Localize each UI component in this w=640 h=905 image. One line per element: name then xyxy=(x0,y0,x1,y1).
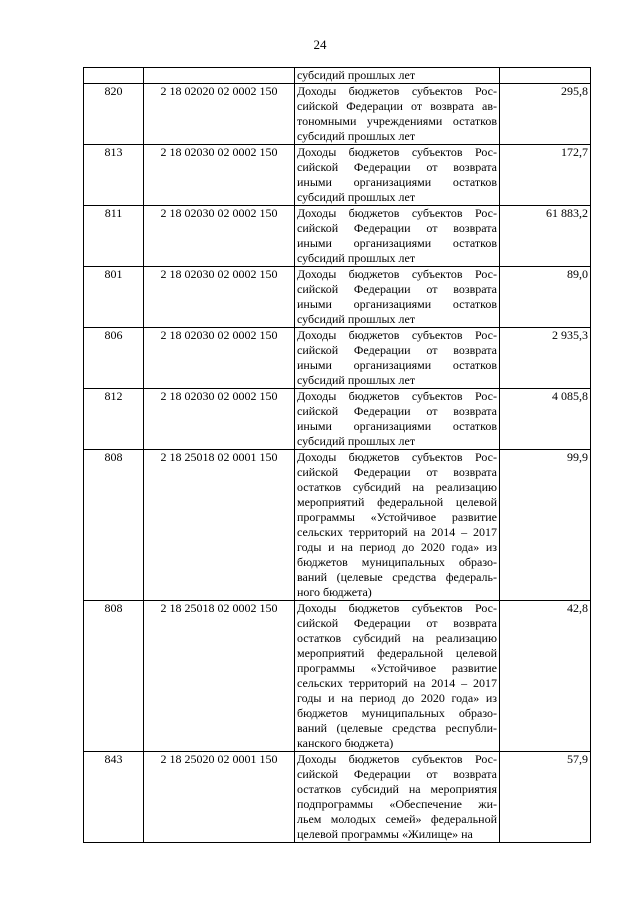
revenue-name-line: сийской Федерации от возврата xyxy=(297,465,497,479)
revenue-name-line: годы и на период до 2020 года» из xyxy=(297,691,497,705)
revenue-name-line: бюджетов муниципальных образо- xyxy=(297,555,497,569)
revenue-name-cell xyxy=(295,389,500,450)
revenue-name-line: остатков субсидий на мероприятия xyxy=(297,782,497,796)
revenue-name-line: Доходы бюджетов субъектов Рос- xyxy=(297,145,497,159)
revenue-name-cell xyxy=(295,601,500,752)
admin-code-cell: 806 xyxy=(84,328,144,389)
revenue-name-line: иными организациями остатков xyxy=(297,419,497,433)
admin-code-cell: 811 xyxy=(84,206,144,267)
budget-classification-code-cell: 2 18 02030 02 0002 150 xyxy=(144,267,295,328)
table-row xyxy=(84,450,591,601)
budget-classification-code-cell: 2 18 02030 02 0002 150 xyxy=(144,389,295,450)
revenue-name-line: иными организациями остатков xyxy=(297,358,497,372)
revenue-name-line: субсидий прошлых лет xyxy=(297,434,416,448)
revenue-name-line: ного бюджета) xyxy=(297,585,372,599)
revenue-name-line: сийской Федерации от возврата xyxy=(297,221,497,235)
revenue-name-line: ваний (целевые средства республи- xyxy=(297,721,497,735)
budget-classification-code-cell: 2 18 02030 02 0002 150 xyxy=(144,328,295,389)
revenue-name-line: Доходы бюджетов субъектов Рос- xyxy=(297,206,497,220)
budget-classification-code-cell: 2 18 25018 02 0002 150 xyxy=(144,601,295,752)
amount-cell: 2 935,3 xyxy=(500,328,591,389)
revenue-name-cell xyxy=(295,145,500,206)
revenue-name-line: сийской Федерации от возврата xyxy=(297,282,497,296)
revenue-name-line: Доходы бюджетов субъектов Рос- xyxy=(297,601,497,615)
page-number: 24 xyxy=(313,37,327,52)
revenue-name-line: Доходы бюджетов субъектов Рос- xyxy=(297,328,497,342)
budget-classification-code-cell: 2 18 25020 02 0001 150 xyxy=(144,752,295,843)
admin-code-cell: 812 xyxy=(84,389,144,450)
table-row xyxy=(84,752,591,843)
revenue-name-line: иными организациями остатков xyxy=(297,236,497,250)
revenue-name-line: субсидий прошлых лет xyxy=(297,373,416,387)
admin-code-cell: 843 xyxy=(84,752,144,843)
revenue-name-line: бюджетов муниципальных образо- xyxy=(297,706,497,720)
budget-classification-code-cell: 2 18 02030 02 0002 150 xyxy=(144,145,295,206)
table-row xyxy=(84,389,591,450)
revenue-name-line: остатков субсидий на реализацию xyxy=(297,480,497,494)
revenue-name-line: иными организациями остатков xyxy=(297,175,497,189)
revenue-name-line: тономными учреждениями остатков xyxy=(297,114,497,128)
revenue-name-line: сельских территорий на 2014 – 2017 xyxy=(297,676,497,690)
revenue-name-cell xyxy=(295,206,500,267)
revenue-name-line: льем молодых семей» федеральной xyxy=(297,812,497,826)
budget-classification-code-cell: 2 18 25018 02 0001 150 xyxy=(144,450,295,601)
amount-cell: 42,8 xyxy=(500,601,591,752)
revenue-name-line: Доходы бюджетов субъектов Рос- xyxy=(297,84,497,98)
table-row xyxy=(84,145,591,206)
revenue-name-cell xyxy=(295,68,500,84)
revenue-name-line: сийской Федерации от возврата ав- xyxy=(297,99,497,113)
revenue-name-line: субсидий прошлых лет xyxy=(297,68,416,82)
amount-cell: 4 085,8 xyxy=(500,389,591,450)
admin-code-cell: 808 xyxy=(84,450,144,601)
amount-cell xyxy=(500,68,591,84)
revenue-name-line: годы и на период до 2020 года» из xyxy=(297,540,497,554)
revenue-name-line: подпрограммы «Обеспечение жи- xyxy=(297,797,497,811)
revenue-name-line: Доходы бюджетов субъектов Рос- xyxy=(297,450,497,464)
admin-code-cell: 820 xyxy=(84,84,144,145)
revenue-name-cell xyxy=(295,450,500,601)
table-row xyxy=(84,206,591,267)
revenue-name-line: сийской Федерации от возврата xyxy=(297,616,497,630)
revenue-name-line: сийской Федерации от возврата xyxy=(297,767,497,781)
table-row xyxy=(84,328,591,389)
budget-classification-code-cell: 2 18 02030 02 0002 150 xyxy=(144,206,295,267)
revenue-name-line: субсидий прошлых лет xyxy=(297,190,416,204)
budget-classification-code-cell xyxy=(144,68,295,84)
revenue-name-line: программы «Устойчивое развитие xyxy=(297,661,497,675)
revenue-name-line: целевой программы «Жилище» на xyxy=(297,827,473,841)
revenue-name-line: сийской Федерации от возврата xyxy=(297,160,497,174)
table-row xyxy=(84,267,591,328)
revenue-name-line: сийской Федерации от возврата xyxy=(297,343,497,357)
admin-code-cell: 808 xyxy=(84,601,144,752)
revenue-name-cell xyxy=(295,267,500,328)
revenue-name-line: субсидий прошлых лет xyxy=(297,312,416,326)
revenue-name-line: субсидий прошлых лет xyxy=(297,129,416,143)
amount-cell: 89,0 xyxy=(500,267,591,328)
amount-cell: 172,7 xyxy=(500,145,591,206)
revenue-name-line: сийской Федерации от возврата xyxy=(297,404,497,418)
budget-classification-code-cell: 2 18 02020 02 0002 150 xyxy=(144,84,295,145)
revenue-name-line: остатков субсидий на реализацию xyxy=(297,631,497,645)
amount-cell: 295,8 xyxy=(500,84,591,145)
amount-cell: 57,9 xyxy=(500,752,591,843)
table-row xyxy=(84,601,591,752)
revenue-name-line: программы «Устойчивое развитие xyxy=(297,510,497,524)
revenue-name-line: Доходы бюджетов субъектов Рос- xyxy=(297,389,497,403)
revenue-name-line: ваний (целевые средства федераль- xyxy=(297,570,497,584)
revenue-name-line: Доходы бюджетов субъектов Рос- xyxy=(297,267,497,281)
revenue-name-cell xyxy=(295,328,500,389)
amount-cell: 61 883,2 xyxy=(500,206,591,267)
revenue-name-line: мероприятий федеральной целевой xyxy=(297,495,497,509)
table-body xyxy=(84,68,591,843)
revenue-name-line: Доходы бюджетов субъектов Рос- xyxy=(297,752,497,766)
budget-revenue-table xyxy=(83,67,591,843)
revenue-name-line: субсидий прошлых лет xyxy=(297,251,416,265)
admin-code-cell: 813 xyxy=(84,145,144,206)
amount-cell: 99,9 xyxy=(500,450,591,601)
revenue-name-line: мероприятий федеральной целевой xyxy=(297,646,497,660)
revenue-name-line: канского бюджета) xyxy=(297,736,394,750)
table-row xyxy=(84,68,591,84)
admin-code-cell xyxy=(84,68,144,84)
admin-code-cell: 801 xyxy=(84,267,144,328)
revenue-name-line: сельских территорий на 2014 – 2017 xyxy=(297,525,497,539)
revenue-name-cell xyxy=(295,752,500,843)
revenue-name-cell xyxy=(295,84,500,145)
table-row xyxy=(84,84,591,145)
revenue-name-line: иными организациями остатков xyxy=(297,297,497,311)
